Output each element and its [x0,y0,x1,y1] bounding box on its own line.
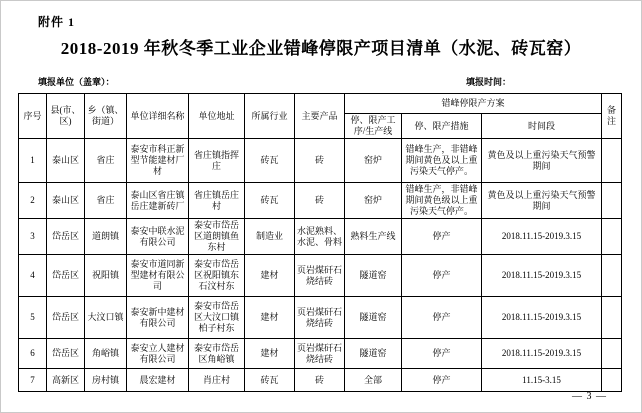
table-cell: 建材 [245,255,295,297]
table-cell: 隧道窑 [345,255,402,297]
table-cell: 大汶口镇 [85,297,127,339]
table-cell: 窑炉 [345,139,402,183]
filing-unit-label: 填报单位（盖章）： [38,77,115,87]
table-cell: 砖瓦 [245,183,295,219]
table-cell: 岱岳区 [47,339,85,369]
table-cell: 泰安新中建材有限公司 [127,297,189,339]
table-row [19,339,622,369]
table-cell: 2 [19,183,47,219]
table-header [19,94,622,139]
column-header-industry: 所属行业 [245,94,295,139]
table-cell: 泰山区 [47,139,85,183]
table-row [19,139,622,183]
table-cell: 6 [19,339,47,369]
table-cell: 砖 [295,369,345,392]
table-cell: 房村镇 [85,369,127,392]
page-title: 2018-2019 年秋冬季工业企业错峰停限产项目清单（水泥、砖瓦窑） [60,39,582,58]
column-header-time-period: 时间段 [482,114,602,139]
table-cell: 错峰生产，非错峰期间黄色级以上重污染天气停产。 [402,183,482,219]
column-header-township: 乡（镇、街道） [85,94,127,139]
table-cell: 7 [19,369,47,392]
column-header-measures: 停、限产措施 [402,114,482,139]
table-cell: 泰安市岱岳区角峪镇 [189,339,245,369]
table-row [19,255,622,297]
table-cell: 页岩煤矸石烧结砖 [295,297,345,339]
table-cell: 泰安市岱岳区大汶口镇柏子村东 [189,297,245,339]
table-body [19,139,622,392]
filing-time-label: 填报时间： [466,77,512,87]
table-cell: 3 [19,219,47,255]
table-cell: 道朗镇 [85,219,127,255]
header-row-top [19,94,622,114]
table-cell: 建材 [245,297,295,339]
table-cell [602,219,622,255]
table-row [19,297,622,339]
table-cell: 隧道窑 [345,297,402,339]
table-cell [602,139,622,183]
attachment-label: 附件 1 [38,15,76,29]
table-cell: 熟料生产线 [345,219,402,255]
table-cell: 泰山区省庄镇岳庄建新砖厂 [127,183,189,219]
table-cell: 窑炉 [345,183,402,219]
column-header-unit-name: 单位详细名称 [127,94,189,139]
table-cell: 停产 [402,297,482,339]
suspension-project-table [18,93,622,392]
table-cell [602,339,622,369]
table-cell: 页岩煤矸石烧结砖 [295,339,345,369]
table-cell: 5 [19,297,47,339]
table-cell: 1 [19,139,47,183]
table-cell: 角峪镇 [85,339,127,369]
table-cell: 砖 [295,139,345,183]
table-cell: 停产 [402,339,482,369]
column-group-header-plan: 错峰停限产方案 [345,94,602,114]
table-cell: 砖瓦 [245,369,295,392]
table-cell: 砖 [295,183,345,219]
table-cell: 制造业 [245,219,295,255]
table-cell: 晨宏建材 [127,369,189,392]
table-cell: 黄色及以上重污染天气预警期间 [482,183,602,219]
table-cell: 2018.11.15-2019.3.15 [482,219,602,255]
table-cell: 高新区 [47,369,85,392]
table-cell: 建材 [245,339,295,369]
table-cell: 4 [19,255,47,297]
table-cell: 泰安中联水泥有限公司 [127,219,189,255]
table-cell: 省庄 [85,139,127,183]
table-cell: 祝阳镇 [85,255,127,297]
table-cell: 黄色及以上重污染天气预警期间 [482,139,602,183]
column-header-process-line: 停、限产工序/生产线 [345,114,402,139]
table-cell [602,369,622,392]
column-header-unit-address: 单位地址 [189,94,245,139]
table-cell: 泰安立人建材有限公司 [127,339,189,369]
table-cell: 11.15-3.15 [482,369,602,392]
table-cell: 水泥熟料、水泥、骨料 [295,219,345,255]
table-cell: 岱岳区 [47,219,85,255]
column-header-serial: 序号 [19,94,47,139]
table-row [19,219,622,255]
table-cell: 错峰生产，非错峰期间黄色及以上重污染天气停产。 [402,139,482,183]
table-cell: 泰山区 [47,183,85,219]
table-cell: 停产 [402,369,482,392]
table-cell [602,183,622,219]
table-cell: 2018.11.15-2019.3.15 [482,339,602,369]
table-cell: 泰安市道同新型建材有限公司 [127,255,189,297]
table-cell: 岱岳区 [47,255,85,297]
table-cell: 省庄 [85,183,127,219]
table-row [19,369,622,392]
column-header-county: 县(市、区) [47,94,85,139]
table-cell: 岱岳区 [47,297,85,339]
column-header-main-products: 主要产品 [295,94,345,139]
table-cell: 全部 [345,369,402,392]
table-row [19,183,622,219]
table-cell: 泰安市岱岳区道朗镇鱼东村 [189,219,245,255]
table-cell: 2018.11.15-2019.3.15 [482,297,602,339]
table-cell: 泰安市科正新型节能建材厂材 [127,139,189,183]
table-cell [602,255,622,297]
table-cell: 页岩煤矸石烧结砖 [295,255,345,297]
table-cell: 省庄镇指挥庄 [189,139,245,183]
table-cell: 隧道窑 [345,339,402,369]
table-cell: 肖庄村 [189,369,245,392]
table-cell: 停产 [402,219,482,255]
table-cell: 2018.11.15-2019.3.15 [482,255,602,297]
table-cell: 省庄镇岳庄村 [189,183,245,219]
page-number: — 3 — [572,391,607,402]
table-cell [602,297,622,339]
table-cell: 泰安市岱岳区祝阳镇东石汶村东 [189,255,245,297]
table-cell: 砖瓦 [245,139,295,183]
table-cell: 停产 [402,255,482,297]
column-header-remarks: 备注 [602,94,622,139]
